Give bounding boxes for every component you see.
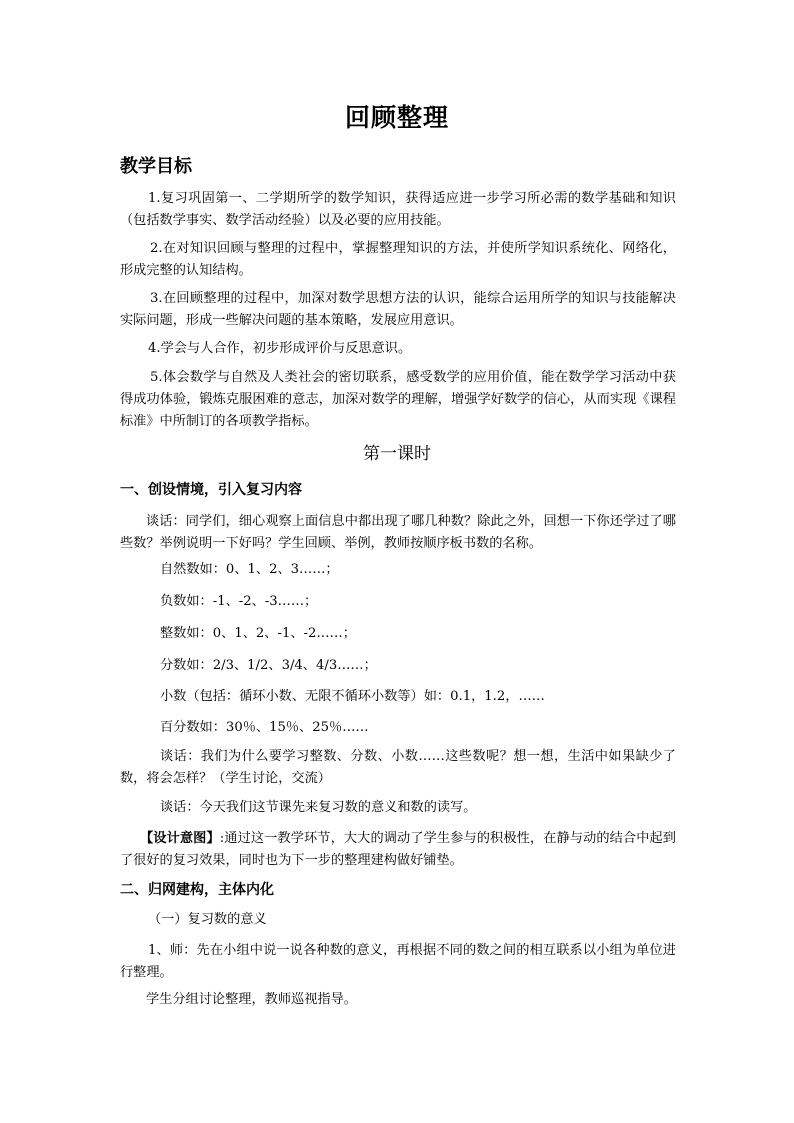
design-intent-text: :通过这一教学环节，大大的调动了学生参与的积极性，在静与动的结合中起到了很好的复习效果，同时也为下一步的整理建构做好铺垫。: [120, 831, 676, 868]
integer-example: 整数如：0、1、2、-1、-2……；: [160, 626, 356, 641]
negative-number-example: 负数如：-1、-2、-3……；: [160, 594, 318, 609]
subsection-1-heading: （一）复习数的意义: [148, 912, 267, 927]
natural-number-example: 自然数如：0、1、2、3……；: [160, 562, 339, 577]
objectives-heading: 教学目标: [120, 156, 192, 177]
design-intent-paragraph: [120, 828, 676, 872]
design-intent-tag: 【设计意图】: [140, 831, 220, 846]
objective-5: 5.体会数学与自然及人类社会的密切联系，感受数学的应用价值，能在数学学习活动中获得成功体验，锻炼克服困难的意志，加深对数学的理解，增强学好数学的信心，从而实现《课程标准》中所制订的各项教学指标。: [120, 370, 676, 429]
step-1-note: 学生分组讨论整理，教师巡视指导。: [146, 992, 357, 1007]
step-1-paragraph: 1、师：先在小组中说一说各种数的意义，再根据不同的数之间的相互联系以小组为单位进行整理。: [120, 943, 676, 980]
objective-4: 4.学会与人合作，初步形成评价与反思意识。: [148, 341, 412, 356]
percentage-example: 百分数如：30％、15％、25％……: [160, 720, 369, 735]
objective-2: 2.在对知识回顾与整理的过程中，掌握整理知识的方法，并使所学知识系统化、网络化，形成完整的认知结构。: [120, 241, 676, 278]
talk-paragraph-2: 谈话：我们为什么要学习整数、分数、小数……这些数呢？想一想，生活中如果缺少了数，将会怎样？（学生讨论，交流）: [120, 749, 676, 786]
objective-1: 1.复习巩固第一、二学期所学的数学知识，获得适应进一步学习所必需的数学基础和知识（包括数学事实、数学活动经验）以及必要的应用技能。: [120, 191, 676, 228]
fraction-example: 分数如：2/3、1/2、3/4、4/3……；: [160, 658, 377, 673]
objective-3: 3.在回顾整理的过程中，加深对数学思想方法的认识，能综合运用所学的知识与技能解决实际问题，形成一些解决问题的基本策略，发展应用意识。: [120, 291, 676, 328]
lesson-heading: 第一课时: [363, 444, 431, 464]
decimal-example: 小数（包括：循环小数、无限不循环小数等）如：0.1，1.2，……: [160, 689, 545, 704]
talk-paragraph-3: 谈话：今天我们这节课先来复习数的意义和数的读写。: [160, 800, 477, 815]
section-2-heading: 二、归网建构，主体内化: [120, 882, 274, 898]
section-1-heading: 一、创设情境，引入复习内容: [120, 482, 302, 498]
section-1-intro: 谈话：同学们，细心观察上面信息中都出现了哪几种数？除此之外，回想一下你还学过了哪些数？举例说明一下好吗？学生回顾、举例，教师按顺序板书数的名称。: [120, 514, 676, 551]
page-title: 回顾整理: [344, 103, 449, 132]
